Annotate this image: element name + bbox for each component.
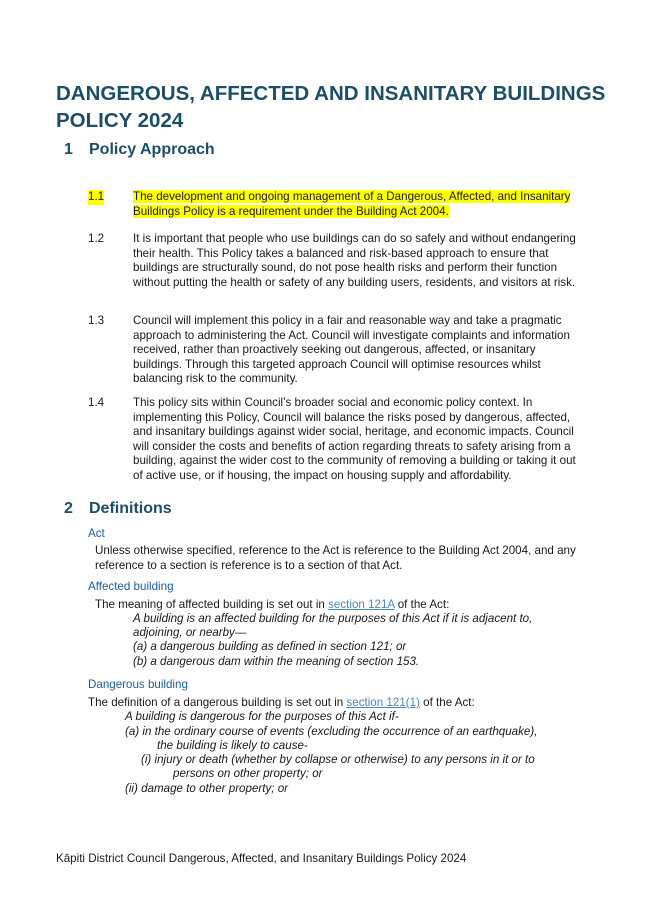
paragraph-1-2	[88, 232, 578, 290]
dangerous-building-heading: Dangerous building	[88, 678, 188, 691]
paragraph-text: Council will implement this policy in a fair and reasonable way and take a pragmatic approach to administering the Act. Council will investigate complaints and information received, rather than proactively seeking out dangerous, affected, or insanitary buildings. Through this targeted approach Council will optimise resources whilst balancing risk to the community.	[133, 314, 570, 385]
act-heading: Act	[88, 527, 105, 540]
dangerous-quote-line-6: (ii) damage to other property; or	[125, 782, 289, 795]
intro-text: The definition of a dangerous building is set out in	[88, 696, 347, 709]
section-number: 1	[64, 141, 73, 158]
dangerous-quote-line-2: (a) in the ordinary course of events (excluding the occurrence of an earthquake),	[125, 725, 538, 738]
paragraph-text: This policy sits within Council’s broader social and economic policy context. In implementing this Policy, Council will balance the risks posed by dangerous, affected, and insanitary buildings against wider social, heritage, and economic impacts. Council will consider the costs and benefits of action regarding threats to safety arising from a building, against the wider cost to the community of removing a building or taking it out of active use, or if housing, the impact on housing supply and affordability.	[133, 396, 576, 482]
dangerous-building-intro	[88, 696, 475, 711]
paragraph-1-4	[88, 396, 578, 483]
section-number: 2	[64, 500, 73, 517]
dangerous-quote-line-4: (i) injury or death (whether by collapse or otherwise) to any persons in it or to	[141, 753, 535, 766]
paragraph-text: It is important that people who use buildings can do so safely and without endangering their health. This Policy takes a balanced and risk-based approach to ensure that buildings are structurally sound, do not pose health risks and perform their function without putting the health or safety of any building users, residents, and visitors at risk.	[133, 232, 576, 289]
affected-building-heading: Affected building	[88, 580, 174, 593]
act-definition: Unless otherwise specified, reference to the Act is reference to the Building Act 2004, and any reference to a section is reference is to a section of that Act.	[95, 544, 576, 572]
affected-item-b: (b) a dangerous dam within the meaning of section 153.	[133, 655, 420, 668]
paragraph-number: 1.2	[88, 232, 105, 245]
page-footer: Kāpiti District Council Dangerous, Affected, and Insanitary Buildings Policy 2024	[56, 852, 467, 865]
paragraph-1-1	[88, 190, 578, 219]
dangerous-quote-line-1: A building is dangerous for the purposes of this Act if-	[125, 710, 399, 723]
intro-text: The meaning of affected building is set out in	[95, 598, 329, 611]
affected-building-intro	[95, 598, 449, 613]
section-1-heading	[64, 141, 215, 159]
affected-quote-line-2: adjoining, or nearby—	[133, 626, 247, 639]
dangerous-quote-line-5: persons on other property; or	[173, 767, 323, 780]
paragraph-text-highlighted: The development and ongoing management of a Dangerous, Affected, and Insanitary Buildings Policy is a requirement under the Building Act 2004.	[133, 190, 571, 218]
section-title: Policy Approach	[89, 141, 215, 158]
affected-item-a: (a) a dangerous building as defined in section 121; or	[133, 640, 407, 653]
document-title: DANGEROUS, AFFECTED AND INSANITARY BUILDINGS POLICY 2024	[56, 82, 606, 132]
paragraph-number: 1.1	[88, 190, 105, 203]
section-2-heading	[64, 500, 172, 518]
intro-text-end: of the Act:	[419, 696, 475, 709]
section-121a-link[interactable]: section 121A	[328, 598, 395, 611]
paragraph-1-3	[88, 314, 578, 387]
section-121-1-link[interactable]: section 121(1)	[346, 696, 420, 709]
section-title: Definitions	[89, 500, 172, 517]
paragraph-number: 1.4	[88, 396, 105, 409]
dangerous-quote-line-3: the building is likely to cause-	[157, 739, 308, 752]
affected-quote-line-1: A building is an affected building for the purposes of this Act if it is adjacent to,	[133, 612, 533, 625]
paragraph-number: 1.3	[88, 314, 105, 327]
intro-text-end: of the Act:	[394, 598, 450, 611]
